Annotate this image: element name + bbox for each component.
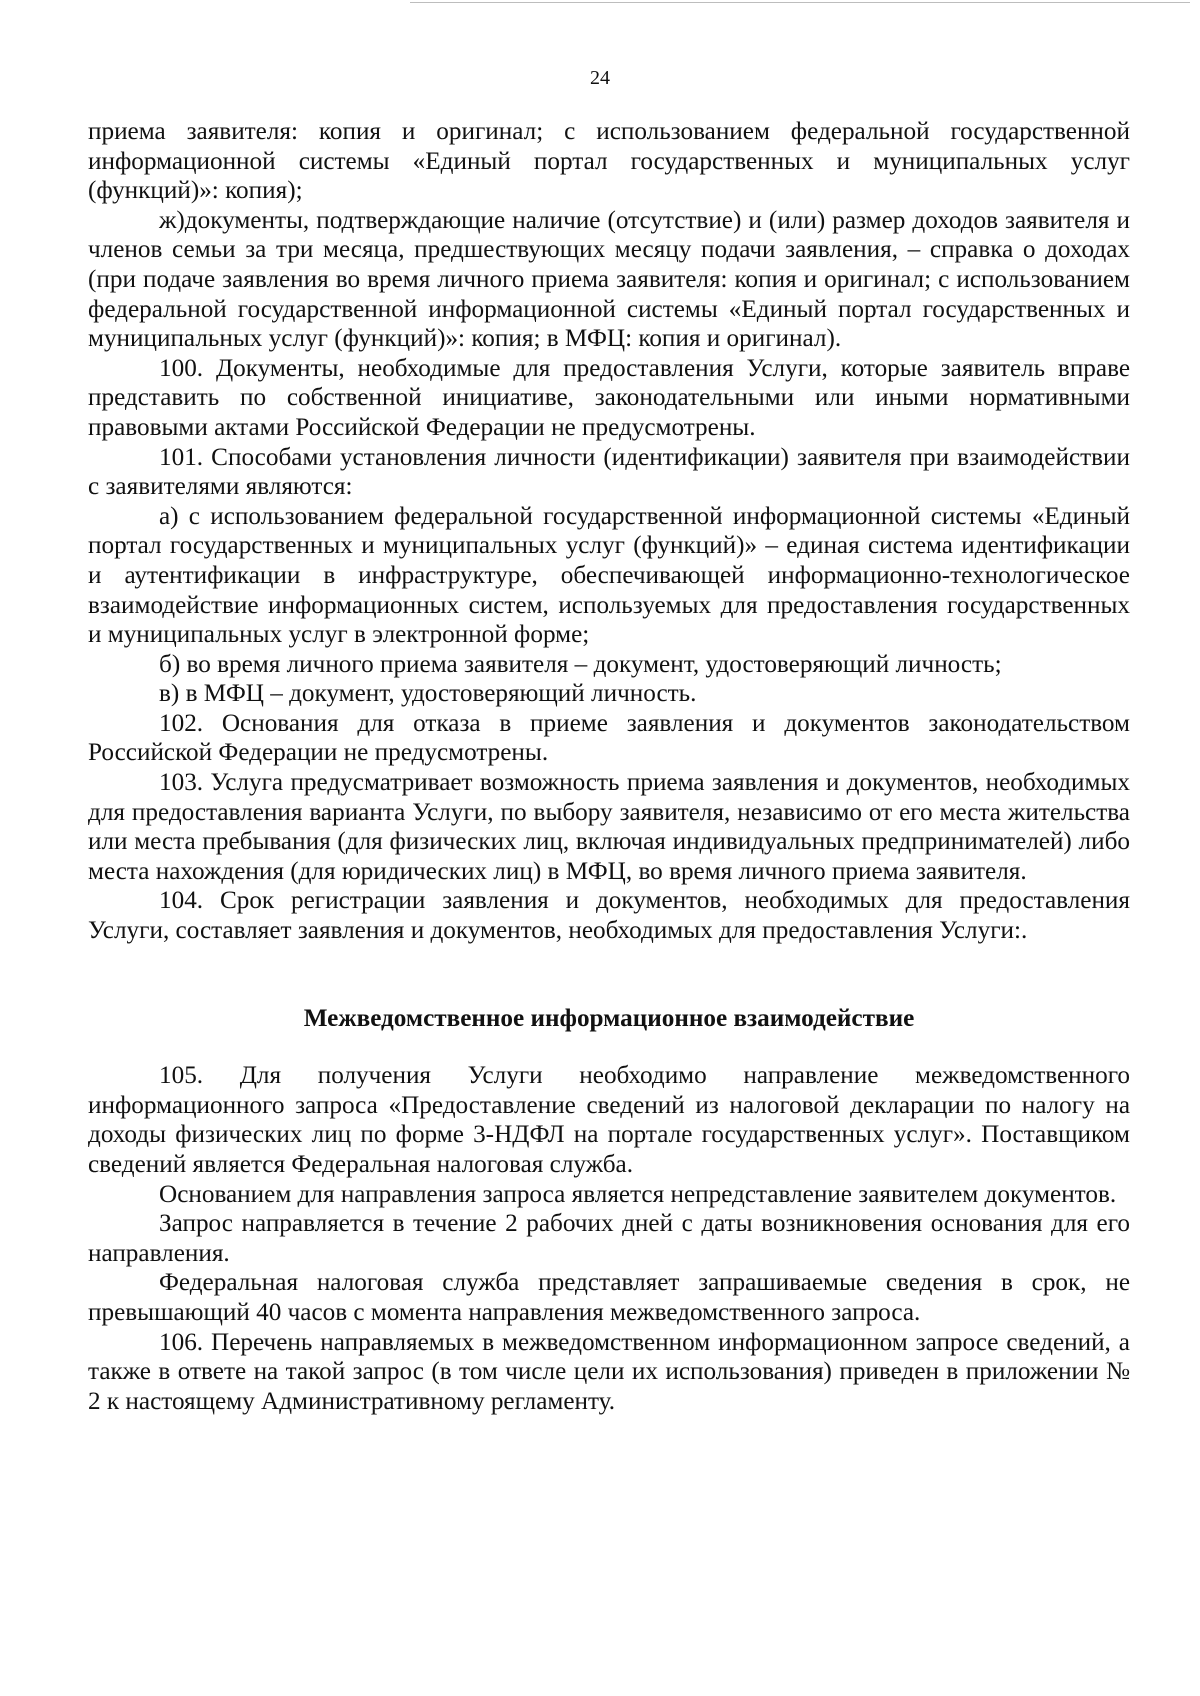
paragraph-101-v: в) в МФЦ – документ, удостоверяющий личность. [159,680,697,708]
paragraph-105: 105. Для получения Услуги необходимо направление межведомственного информационного запроса «Предоставление сведений из налоговой декларации по налогу на доходы физических лиц по форме 3-НДФЛ на портале государственных услуг». Поставщиком сведений является Федеральная налоговая служба. [88,1062,1130,1178]
paragraph-101-a: а) с использованием федеральной государственной информационной системы «Единый портал государственных и муниципальных услуг (функций)» – единая система идентификации и аутентификации в инфраструктуре, обеспечивающей информационно-технологическое взаимодействие информационных систем, используемых для предоставления государственных и муниципальных услуг в электронной форме; [88,502,1130,649]
paragraph-102: 102. Основания для отказа в приеме заявления и документов законодательством Российской Федерации не предусмотрены. [88,709,1130,767]
section-heading: Межведомственное информационное взаимодействие [303,1004,915,1032]
paragraph-105-basis: Основанием для направления запроса является непредставление заявителем документов. [159,1180,1117,1208]
paragraph-106: 106. Перечень направляемых в межведомственном информационном запросе сведений, а также в ответе на такой запрос (в том числе цели их использования) приведен в приложении № 2 к настоящему Административному регламенту. [88,1328,1130,1415]
document-body [88,117,1130,1416]
paragraph-104: 104. Срок регистрации заявления и документов, необходимых для предоставления Услуги, составляет заявления и документов, необходимых для предоставления Услуги:. [88,887,1130,945]
paragraph-105-timing: Запрос направляется в течение 2 рабочих дней с даты возникновения основания для его направления. [88,1210,1130,1267]
paragraph-101: 101. Способами установления личности (идентификации) заявителя при взаимодействии с заявителями являются: [88,443,1130,501]
paragraph-101-b: б) во время личного приема заявителя – документ, удостоверяющий личность; [159,650,1002,678]
page-number: 24 [590,67,610,89]
paragraph-item-zh: ж)документы, подтверждающие наличие (отсутствие) и (или) размер доходов заявителя и членов семьи за три месяца, предшествующих месяцу подачи заявления, – справка о доходах (при подаче заявления во время личного приема заявителя: копия и оригинал; с использованием федеральной государственной информационной системы «Единый портал государственных и муниципальных услуг (функций)»: копия; в МФЦ: копия и оригинал). [88,206,1130,353]
paragraph-100: 100. Документы, необходимые для предоставления Услуги, которые заявитель вправе представить по собственной инициативе, законодательными или иными нормативными правовыми актами Российской Федерации не предусмотрены. [88,354,1130,441]
paragraph-105-response: Федеральная налоговая служба представляет запрашиваемые сведения в срок, не превышающий 40 часов с момента направления межведомственного запроса. [88,1269,1130,1326]
paragraph-continuation: приема заявителя: копия и оригинал; с использованием федеральной государственной информационной системы «Единый портал государственных и муниципальных услуг (функций)»: копия); [88,118,1130,205]
scan-top-edge-line [410,2,1190,3]
paragraph-103: 103. Услуга предусматривает возможность приема заявления и документов, необходимых для предоставления варианта Услуги, по выбору заявителя, независимо от его места жительства или места пребывания (для физических лиц, включая индивидуальных предпринимателей) либо места нахождения (для юридических лиц) в МФЦ, во время личного приема заявителя. [88,769,1130,885]
